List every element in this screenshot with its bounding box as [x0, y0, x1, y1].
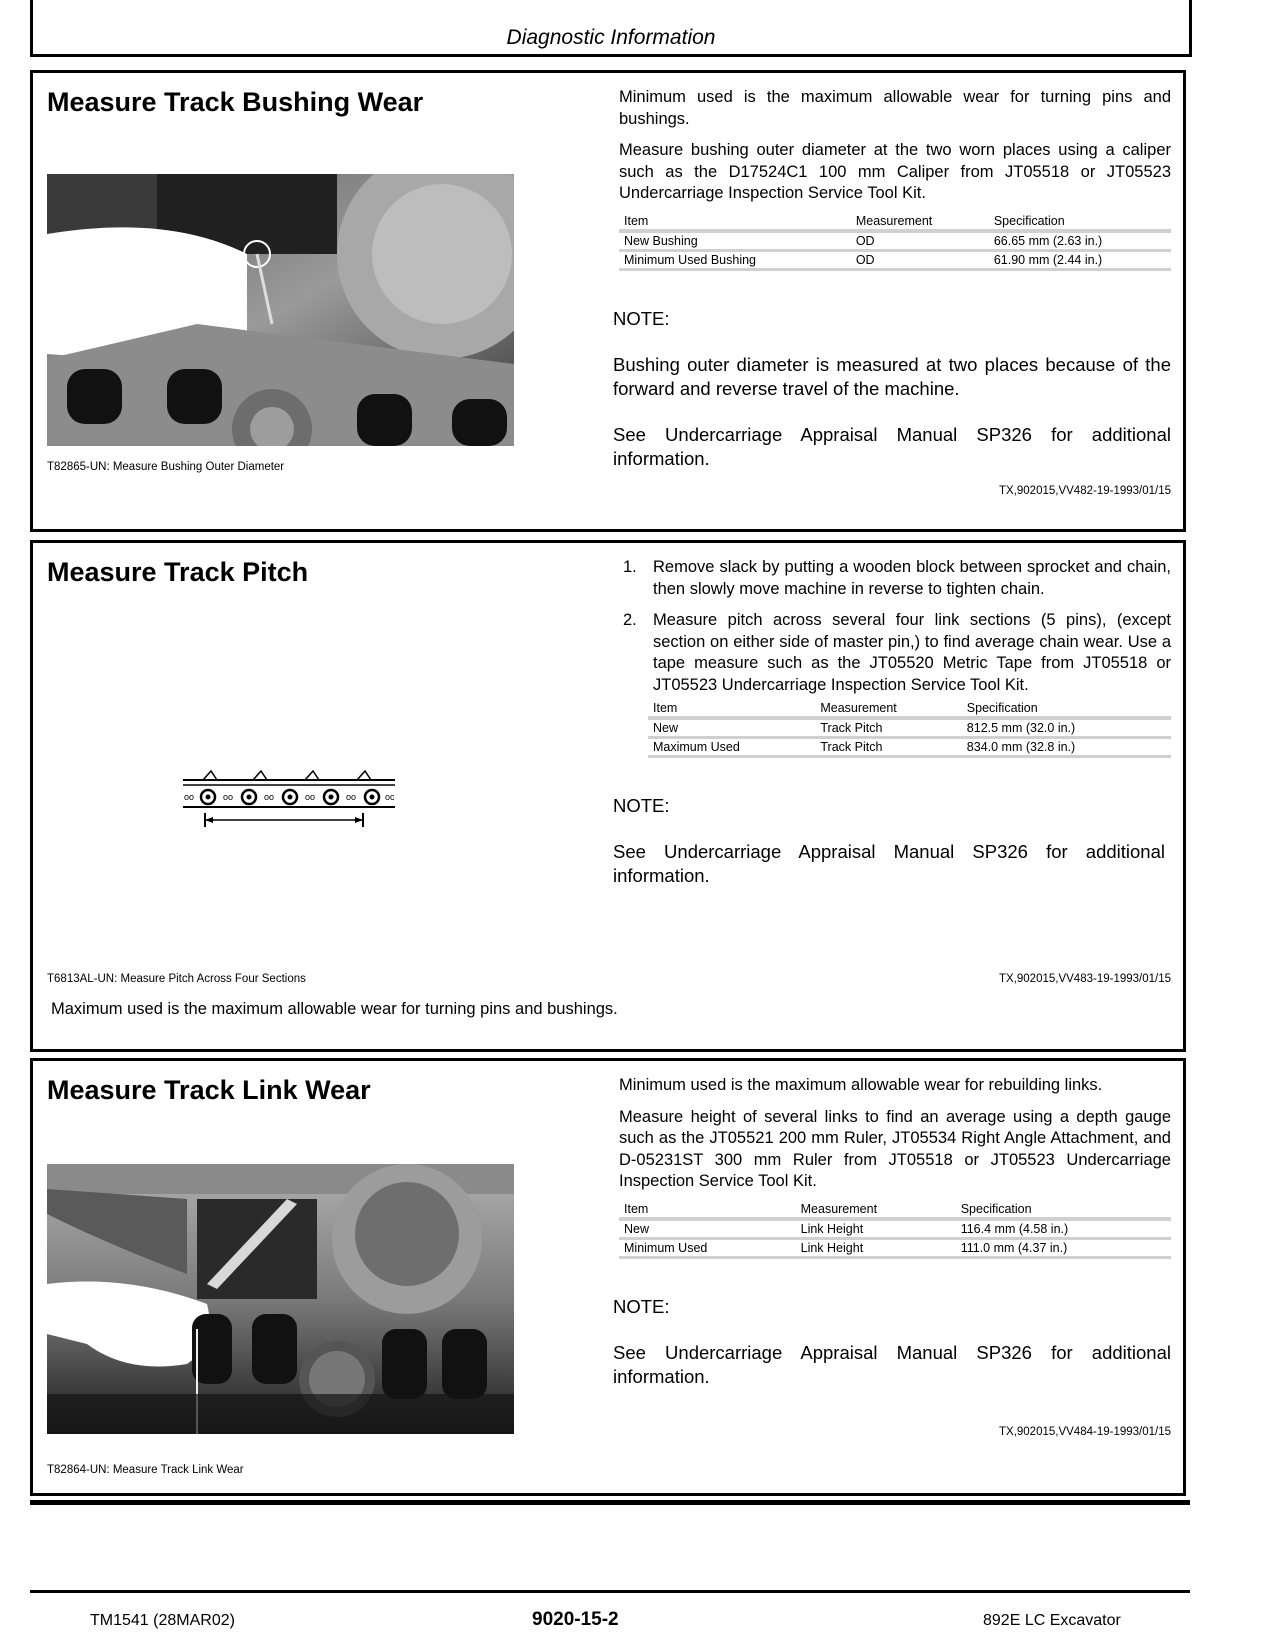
svg-text:oo: oo [223, 792, 234, 802]
cell-item: Minimum Used [619, 1238, 796, 1257]
cell-specification: 111.0 mm (4.37 in.) [956, 1238, 1171, 1257]
column-header-item: Item [619, 1201, 796, 1219]
step-item [611, 610, 1171, 696]
page-header [30, 0, 1192, 57]
table-row [619, 1238, 1171, 1257]
column-header-specification: Specification [989, 213, 1171, 231]
see-also-text: See Undercarriage Appraisal Manual SP326 for additional information. [613, 423, 1171, 469]
track-pitch-diagram [173, 765, 413, 830]
svg-text:oo: oo [346, 792, 357, 802]
cell-measurement: Track Pitch [815, 738, 961, 757]
table-header-row [619, 1201, 1171, 1219]
column-header-item: Item [648, 700, 815, 718]
figure-caption: T82864-UN: Measure Track Link Wear [47, 1464, 244, 1476]
table-row [619, 250, 1171, 269]
cell-item: New [619, 1219, 796, 1239]
column-header-measurement: Measurement [815, 700, 961, 718]
section-bushing-wear [30, 70, 1186, 532]
paragraph: Minimum used is the maximum allowable wear for turning pins and bushings. [619, 88, 1171, 128]
cell-specification: 116.4 mm (4.58 in.) [956, 1219, 1171, 1239]
cell-measurement: Link Height [796, 1238, 956, 1257]
reference-code: TX,902015,VV483-19-1993/01/15 [999, 973, 1171, 985]
footer-machine-model: 892E LC Excavator [983, 1612, 1121, 1629]
link-wear-instructions [613, 1075, 1171, 1389]
paragraph: Measure height of several links to find an average using a depth gauge such as the JT05521 200 mm Ruler, JT05534 Right Angle Attachment, and D-05231ST 300 mm Ruler from JT05518 or JT05523 Undercarriage Inspection Service Tool Kit. [619, 1107, 1171, 1190]
footer-rule [30, 1590, 1190, 1593]
see-also-text: See Undercarriage Appraisal Manual SP326 for additional information. [613, 1341, 1171, 1387]
pitch-instructions [611, 557, 1171, 888]
spec-table [619, 213, 1171, 271]
step-number: 2. [623, 611, 637, 629]
spec-table [619, 1201, 1171, 1259]
table-row [648, 738, 1171, 757]
cell-specification: 812.5 mm (32.0 in.) [962, 718, 1171, 738]
spec-table [648, 700, 1171, 758]
note-text: Bushing outer diameter is measured at two places because of the forward and reverse travel of the machine. [613, 353, 1171, 399]
cell-specification: 61.90 mm (2.44 in.) [989, 250, 1171, 269]
cell-specification: 66.65 mm (2.63 in.) [989, 231, 1171, 251]
section-track-pitch [30, 540, 1186, 1052]
section-title: Measure Track Bushing Wear [47, 87, 424, 117]
column-header-specification: Specification [956, 1201, 1171, 1219]
cell-measurement: Track Pitch [815, 718, 961, 738]
figure-caption: T82865-UN: Measure Bushing Outer Diameter [47, 461, 285, 473]
footer-page-number: 9020-15-2 [532, 1609, 619, 1630]
bushing-instructions [613, 87, 1171, 471]
section-title: Measure Track Link Wear [47, 1075, 371, 1105]
bushing-photo [47, 174, 514, 446]
track-chain-diagram-image [173, 765, 413, 830]
cell-measurement: OD [851, 231, 989, 251]
see-also-text: See Undercarriage Appraisal Manual SP326 for additional information. [613, 841, 1165, 886]
step-text: Remove slack by putting a wooden block between sprocket and chain, then slowly move machine in reverse to tighten chain. [653, 558, 1171, 598]
table-row [619, 1219, 1171, 1239]
note-label: NOTE: [613, 307, 670, 329]
page-header-title: Diagnostic Information [506, 26, 716, 49]
note-label: NOTE: [613, 1295, 670, 1317]
svg-text:oc: oc [385, 792, 395, 802]
column-header-measurement: Measurement [796, 1201, 956, 1219]
column-header-item: Item [619, 213, 851, 231]
cell-item: New Bushing [619, 231, 851, 251]
svg-text:oo: oo [305, 792, 316, 802]
bushing-photo-image [47, 174, 514, 446]
footer-manual-id: TM1541 (28MAR02) [90, 1612, 235, 1629]
link-wear-photo-image [47, 1164, 514, 1434]
caption-note: Maximum used is the maximum allowable wear for turning pins and bushings. [51, 1000, 618, 1018]
reference-code: TX,902015,VV484-19-1993/01/15 [999, 1426, 1171, 1438]
paragraph: Minimum used is the maximum allowable wear for rebuilding links. [619, 1076, 1103, 1094]
cell-measurement: Link Height [796, 1219, 956, 1239]
cell-item: Minimum Used Bushing [619, 250, 851, 269]
section-link-wear [30, 1058, 1186, 1496]
svg-text:oo: oo [184, 792, 195, 802]
steps-list [611, 557, 1171, 696]
section-title: Measure Track Pitch [47, 557, 309, 587]
cell-item: Maximum Used [648, 738, 815, 757]
table-row [619, 231, 1171, 251]
cell-specification: 834.0 mm (32.8 in.) [962, 738, 1171, 757]
column-header-measurement: Measurement [851, 213, 989, 231]
step-item [611, 557, 1171, 600]
section-end-rule [30, 1500, 1190, 1505]
step-number: 1. [623, 558, 637, 576]
note-label: NOTE: [613, 795, 670, 816]
paragraph: Measure bushing outer diameter at the two worn places using a caliper such as the D17524C1 100 mm Caliper from JT05518 or JT05523 Undercarriage Inspection Service Tool Kit. [619, 141, 1171, 202]
figure-caption: T6813AL-UN: Measure Pitch Across Four Sections [47, 973, 306, 985]
table-header-row [619, 213, 1171, 231]
svg-text:oo: oo [264, 792, 275, 802]
cell-measurement: OD [851, 250, 989, 269]
cell-item: New [648, 718, 815, 738]
column-header-specification: Specification [962, 700, 1171, 718]
link-wear-photo [47, 1164, 514, 1434]
table-header-row [648, 700, 1171, 718]
table-row [648, 718, 1171, 738]
reference-code: TX,902015,VV482-19-1993/01/15 [999, 485, 1171, 497]
step-text: Measure pitch across several four link sections (5 pins), (except section on either side of master pin,) to find average chain wear. Use a tape measure such as the JT05520 Metric Tape from JT05518 or JT05523 Undercarriage Inspection Service Tool Kit. [653, 611, 1171, 694]
